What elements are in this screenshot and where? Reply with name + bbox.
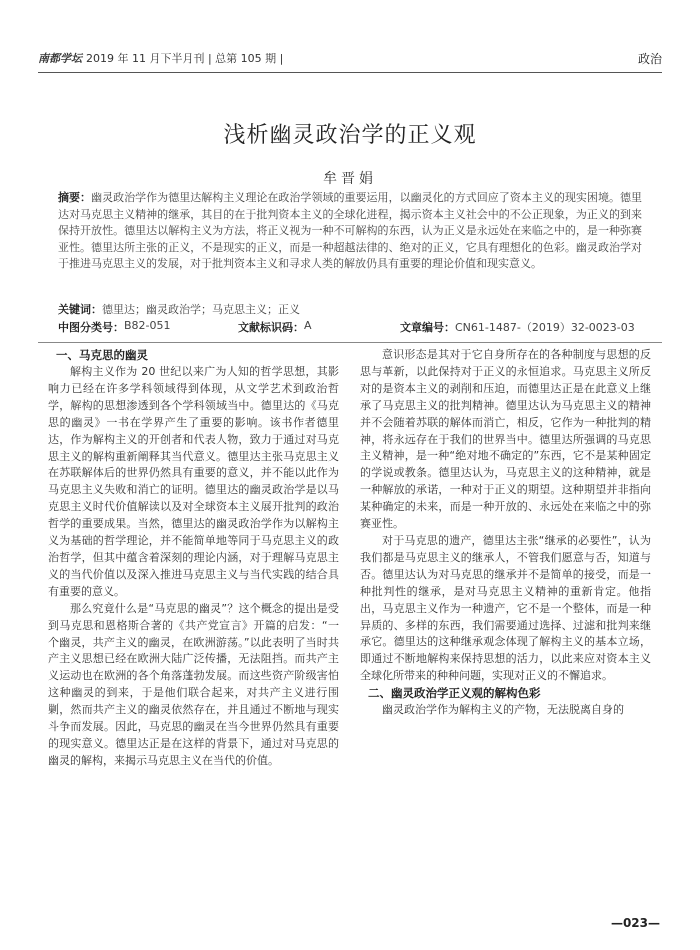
clc-label: 中图分类号： <box>58 321 124 334</box>
keywords-label: 关键词： <box>58 303 102 316</box>
keywords-block <box>58 302 642 318</box>
section-heading-1: 一、马克思的幽灵 <box>56 348 149 362</box>
body-paragraph: 解构主义作为 20 世纪以来广为人知的哲学思想，其影响力已经在许多学科领域得到体现，从文学艺术到政治哲学，解构的思想渗透到各个学科领域当中。德里达的《马克思的幽灵》一书在学界产生了重要的影响。该书作者德里达，作为解构主义的开创者和代表人物，致力于通过对马克思主义的解构重新阐释其当代意义。德里达主张马克思主义在苏联解体后的世界仍然具有重要的意义，并不能以此作为马克思主义失败和消亡的证明。德里达的幽灵政治学是以马克思主义时代价值解读以及对全球资本主义展开批判的政治哲学的重要成果。当然，德里达的幽灵政治学作为以解构主义为基础的哲学理论，并不能简单地等同于马克思主义的政治哲学，但其中蕴含着深刻的理论内涵，对于理解马克思主义的当代价值以及深入推进马克思主义与当代实践的结合具有重要的意义。 <box>48 365 339 598</box>
body-paragraph: 幽灵政治学作为解构主义的产物，无法脱离自身的 <box>382 703 624 717</box>
section-label: 政治 <box>637 52 662 66</box>
abstract-label: 摘要： <box>58 191 92 204</box>
page-number: —023— <box>610 916 660 930</box>
abstract-block <box>58 190 642 273</box>
journal-brand: 南都学坛 <box>38 52 82 65</box>
article-author: 牟晋娟 <box>323 171 377 187</box>
body-paragraph: 意识形态是其对于它自身所存在的各种制度与思想的反思与革新，以此保持对于正义的永恒追求。马克思主义所反对的是资本主义的剥削和压迫，而德里达正是在此意义上继承了马克思主义的批判精神。德里达认为马克思主义的精神并不会随着苏联的解体而消亡，相反，它作为一种批判的精神，将永远存在于我们的世界当中。德里达所强调的马克思主义精神，是一种“绝对地不确定的”东西，它不是某种固定的学说或教条。德里达认为，马克思主义的这种精神，就是一种解放的承诺，一种对于正义的期望。这种期望并非指向某种确定的未来，而是一种开放的、永远处在来临之中的弥赛亚性。 <box>360 348 651 531</box>
doc-code-value: A <box>304 319 312 332</box>
document-code <box>238 319 312 335</box>
article-number-value: CN61-1487-（2019）32-0023-03 <box>455 321 635 334</box>
body-column-left <box>48 347 339 907</box>
abstract-text: 幽灵政治学作为德里达解构主义理论在政治学领域的重要运用，以幽灵化的方式回应了资本主义的现实困境。德里达对马克思主义精神的继承，其目的在于批判资本主义的全球化进程，揭示资本主义社会中的不公正现象，为正义的到来保持开放性。德里达以解构主义为方法，将正义视为一种不可解构的东西，认为正义是永远处在来临之中的，是一种弥赛亚性。德里达所主张的正义，不是现实的正义，而是一种超越法律的、绝对的正义，它具有理想化的色彩。幽灵政治学对于推进马克思主义的发展，对于批判资本主义和寻求人类的解放仍具有重要的理论价值和现实意义。 <box>58 191 643 270</box>
article-number <box>400 319 635 335</box>
section-heading-2: 二、幽灵政治学正义观的解构色彩 <box>368 686 541 701</box>
journal-issue: 2019 年 11 月下半月刊 | 总第 105 期 | <box>86 52 284 65</box>
meta-rule <box>38 342 662 343</box>
article-number-label: 文章编号： <box>400 321 455 334</box>
clc-value: B82-051 <box>124 319 171 332</box>
article-meta <box>58 319 642 335</box>
running-header <box>38 48 662 68</box>
doc-code-label: 文献标识码： <box>238 321 304 334</box>
article-title: 浅析幽灵政治学的正义观 <box>223 123 477 148</box>
clc-number <box>58 319 171 335</box>
body-column-right <box>360 347 651 907</box>
keywords-text: 德里达；幽灵政治学；马克思主义；正义 <box>102 303 300 316</box>
header-rule <box>38 72 662 73</box>
body-paragraph: 对于马克思的遗产，德里达主张“继承的必要性”，认为我们都是马克思主义的继承人，不管我们愿意与否，知道与否。德里达认为对马克思的继承并不是简单的接受，而是一种批判性的继承，是对马克思主义精神的重新肯定。他指出，马克思主义作为一种遗产，它不是一个整体，而是一种异质的、多样的东西，我们需要通过选择、过滤和批判来继承它。德里达的这种继承观念体现了解构主义的基本立场，即通过不断地解构来保持思想的活力，以此来应对资本主义全球化所带来的种种问题，实现对正义的不懈追求。 <box>360 533 651 683</box>
journal-info <box>38 50 283 66</box>
body-paragraph: 那么究竟什么是“马克思的幽灵”？这个概念的提出是受到马克思和恩格斯合著的《共产党宣言》开篇的启发：“一个幽灵，共产主义的幽灵，在欧洲游荡。”以此表明了当时共产主义思想已经在欧洲大陆广泛传播，无法阻挡。而共产主义运动也在欧洲的各个角落蓬勃发展。而这些资产阶级害怕这种幽灵的到来，于是他们联合起来，对共产主义进行围剿，然而共产主义的幽灵依然存在，并且通过不断地与现实斗争而发展。因此，马克思的幽灵在当今世界仍然具有重要的现实意义。德里达正是在这样的背景下，通过对马克思的幽灵的解构，来揭示马克思主义在当代的价值。 <box>48 601 339 767</box>
